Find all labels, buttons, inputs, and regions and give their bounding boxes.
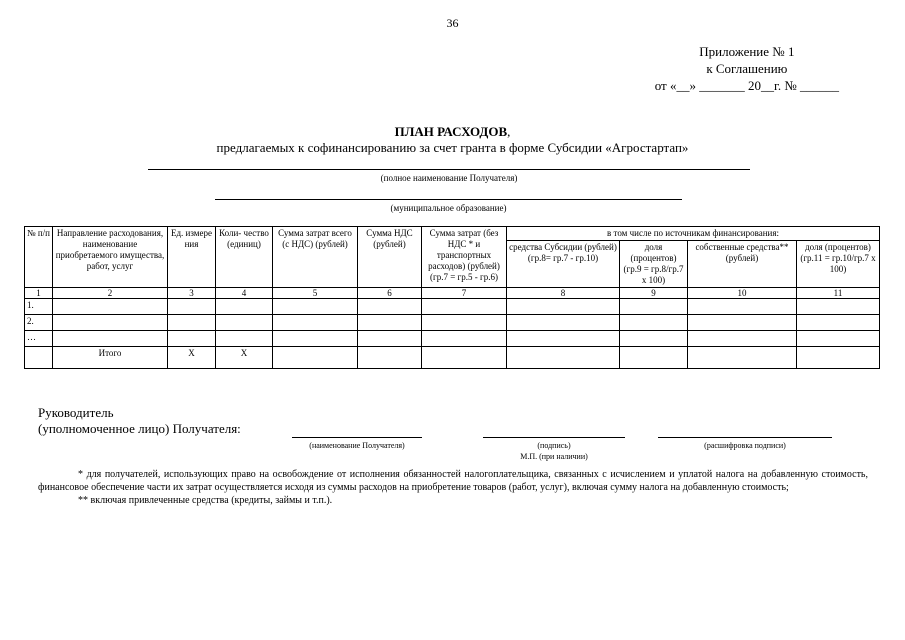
header-c7: Сумма затрат (без НДС * и транспортных расходов) (рублей) (гр.7 = гр.5 - гр.6) [422,227,507,288]
appendix-line3: от «__» _______ 20__г. № ______ [654,78,839,93]
table-cell[interactable] [797,331,880,347]
table-cell[interactable] [507,299,620,315]
colnum: 9 [620,288,688,299]
header-c5: Сумма затрат всего (с НДС) (рублей) [273,227,358,288]
footnotes [38,468,868,507]
table-row [25,331,880,347]
table-cell[interactable] [273,299,358,315]
table-cell[interactable] [273,331,358,347]
table-cell[interactable] [620,299,688,315]
table-row [25,299,880,315]
colnum: 1 [25,288,53,299]
table-cell[interactable] [620,331,688,347]
header-c11: доля (процентов) (гр.11 = гр.10/гр.7 х 100) [797,241,880,288]
header-group: в том числе по источникам финансирования: [507,227,880,241]
table-cell[interactable] [273,315,358,331]
table-cell[interactable] [53,315,168,331]
table-cell[interactable] [216,299,273,315]
table-cell[interactable] [688,331,797,347]
table-cell[interactable] [507,347,620,369]
header-c6: Сумма НДС (рублей) [358,227,422,288]
colnum: 11 [797,288,880,299]
document-subtitle: предлагаемых к софинансированию за счет гранта в форме Субсидии «Агростартап» [216,140,689,155]
title-comma: , [507,124,511,139]
title-text: ПЛАН РАСХОДОВ [394,124,508,139]
table-cell[interactable] [168,331,216,347]
colnum: 5 [273,288,358,299]
municipality-caption: (муниципальное образование) [390,203,507,213]
recipient-name-line [148,169,750,170]
colnum: 2 [53,288,168,299]
colnum: 8 [507,288,620,299]
row-number: 2. [25,315,53,331]
signature-label-line2: (уполномоченное лицо) Получателя: [38,421,241,436]
table-cell[interactable] [358,315,422,331]
table-cell[interactable] [422,331,507,347]
colnum: 6 [358,288,422,299]
appendix-block [655,43,839,94]
table-row [25,315,880,331]
expense-plan-table [24,226,880,369]
table-cell[interactable] [168,299,216,315]
table-cell[interactable] [358,331,422,347]
appendix-line2: к Соглашению [706,61,788,76]
total-c3: Х [168,347,216,369]
table-cell[interactable] [358,299,422,315]
appendix-line1: Приложение № 1 [699,44,795,59]
table-cell[interactable] [620,347,688,369]
table-cell[interactable] [273,347,358,369]
decode-caption: (расшифровка подписи) [704,441,786,450]
row-number: 1. [25,299,53,315]
table-cell[interactable] [53,299,168,315]
colnum: 10 [688,288,797,299]
header-c10: собственные средства** (рублей) [688,241,797,288]
name-caption: (наименование Получателя) [309,441,405,450]
table-cell [25,347,53,369]
table-cell[interactable] [797,315,880,331]
header-c3: Ед. измере ния [168,227,216,288]
header-c1: № п/п [25,227,53,288]
table-header-row [25,227,880,241]
signature-line [483,437,625,438]
table-cell[interactable] [688,299,797,315]
stamp-caption: М.П. (при наличии) [520,452,588,461]
signature-label [38,405,241,437]
header-c2: Направление расходования, наименование приобретаемого имущества, работ, услуг [53,227,168,288]
municipality-line [215,199,682,200]
total-label: Итого [53,347,168,369]
table-cell[interactable] [53,331,168,347]
footnote-1: * для получателей, использующих право на освобождение от исполнения обязанностей налогоплательщика, связанных с исчислением и уплатой налога на добавленную стоимость, финансовое обеспечение части их затрат осуществляется исходя из суммы расходов на приобретение товаров (работ, услуг), включая сумму налога на добавленную стоимость; [38,469,868,493]
table-cell[interactable] [422,315,507,331]
header-c4: Коли- чество (единиц) [216,227,273,288]
table-cell[interactable] [797,347,880,369]
total-c4: Х [216,347,273,369]
colnum: 7 [422,288,507,299]
total-row [25,347,880,369]
footnote-2: ** включая привлеченные средства (кредиты, займы и т.п.). [78,495,333,506]
decode-line [658,437,832,438]
table-cell[interactable] [688,347,797,369]
sign-caption: (подпись) [537,441,571,450]
column-numbers-row [25,288,880,299]
table-cell[interactable] [797,299,880,315]
table-cell[interactable] [422,347,507,369]
table-cell[interactable] [507,331,620,347]
table-cell[interactable] [688,315,797,331]
recipient-signature-line [292,437,422,438]
table-cell[interactable] [358,347,422,369]
colnum: 4 [216,288,273,299]
page-number: 36 [446,16,459,30]
row-number: … [25,331,53,347]
colnum: 3 [168,288,216,299]
table-cell[interactable] [422,299,507,315]
document-title [0,124,905,140]
table-cell[interactable] [620,315,688,331]
recipient-caption: (полное наименование Получателя) [380,173,518,183]
table-cell[interactable] [216,331,273,347]
table-cell[interactable] [168,315,216,331]
header-c8: средства Субсидии (рублей) (гр.8= гр.7 - гр.10) [507,241,620,288]
table-cell[interactable] [216,315,273,331]
table-cell[interactable] [507,315,620,331]
signature-label-line1: Руководитель [38,405,114,420]
header-c9: доля (процентов) (гр.9 = гр.8/гр.7 х 100) [620,241,688,288]
